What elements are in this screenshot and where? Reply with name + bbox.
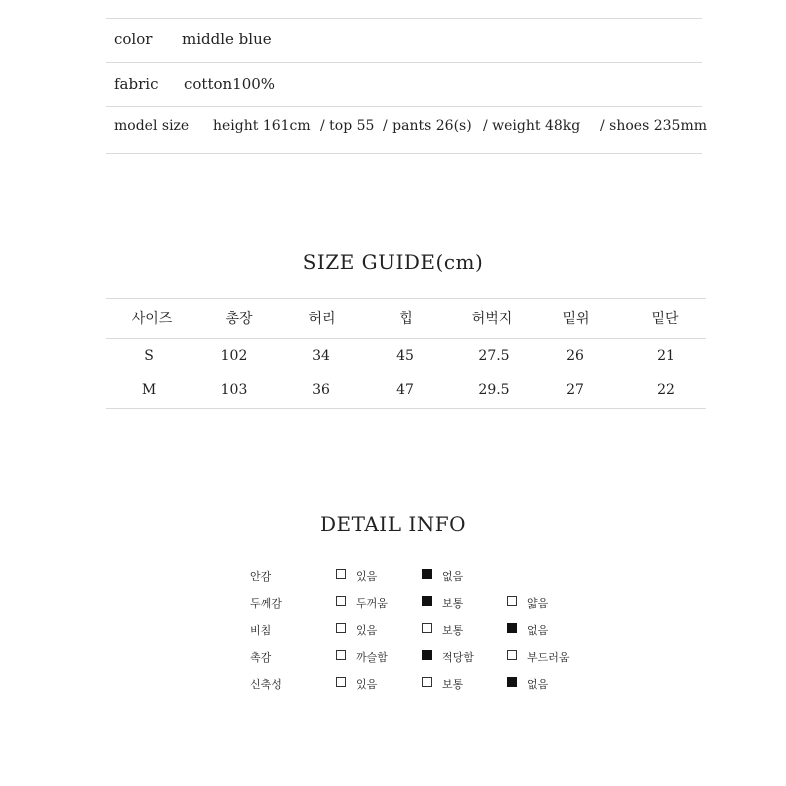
row-m-hem: 22 bbox=[657, 382, 675, 398]
checkbox-icon bbox=[507, 623, 517, 633]
option-label: 있음 bbox=[356, 570, 378, 583]
option-label: 적당함 bbox=[442, 651, 474, 664]
checkbox-icon bbox=[507, 677, 517, 687]
checkbox-icon bbox=[336, 677, 346, 687]
checkbox-icon bbox=[422, 677, 432, 687]
detail-label: 안감 bbox=[250, 570, 272, 583]
table-header-line bbox=[106, 338, 706, 339]
header-length: 총장 bbox=[225, 311, 253, 327]
header-waist: 허리 bbox=[308, 311, 336, 327]
size-guide-title: SIZE GUIDE(cm) bbox=[302, 250, 484, 274]
row-m-thigh: 29.5 bbox=[478, 382, 510, 398]
row-s-rise: 26 bbox=[566, 348, 584, 364]
divider-fabric bbox=[106, 106, 702, 107]
table-top-line bbox=[106, 298, 706, 299]
fabric-label: fabric bbox=[114, 75, 159, 93]
option-label: 보통 bbox=[442, 597, 464, 610]
detail-label: 촉감 bbox=[250, 651, 272, 664]
detail-label: 신축성 bbox=[250, 678, 282, 691]
detail-label: 두께감 bbox=[250, 597, 282, 610]
row-s-size: S bbox=[144, 348, 154, 364]
divider-color bbox=[106, 62, 702, 63]
row-m-hip: 47 bbox=[396, 382, 414, 398]
detail-info-title: DETAIL INFO bbox=[319, 512, 467, 536]
checkbox-icon bbox=[422, 623, 432, 633]
row-s-hem: 21 bbox=[657, 348, 675, 364]
model-pants: / pants 26(s) bbox=[383, 118, 472, 134]
checkbox-icon bbox=[336, 596, 346, 606]
row-m-size: M bbox=[141, 382, 157, 398]
header-size: 사이즈 bbox=[131, 311, 173, 327]
fabric-value: cotton100% bbox=[184, 75, 276, 93]
option-label: 까슬함 bbox=[356, 651, 388, 664]
checkbox-icon bbox=[422, 569, 432, 579]
model-shoes: / shoes 235mm bbox=[600, 118, 707, 134]
divider-model bbox=[106, 153, 702, 154]
checkbox-icon bbox=[336, 650, 346, 660]
table-bottom-line bbox=[106, 408, 706, 409]
option-label: 없음 bbox=[442, 570, 464, 583]
option-label: 있음 bbox=[356, 624, 378, 637]
divider-top bbox=[106, 18, 702, 19]
model-top: / top 55 bbox=[320, 118, 375, 134]
model-weight: / weight 48kg bbox=[483, 118, 581, 134]
row-s-hip: 45 bbox=[396, 348, 414, 364]
checkbox-icon bbox=[336, 569, 346, 579]
checkbox-icon bbox=[507, 650, 517, 660]
checkbox-icon bbox=[507, 596, 517, 606]
option-label: 보통 bbox=[442, 624, 464, 637]
row-s-length: 102 bbox=[220, 348, 248, 364]
row-m-waist: 36 bbox=[312, 382, 330, 398]
detail-label: 비침 bbox=[250, 624, 272, 637]
checkbox-icon bbox=[422, 596, 432, 606]
header-rise: 밑위 bbox=[562, 311, 590, 327]
row-s-waist: 34 bbox=[312, 348, 330, 364]
option-label: 있음 bbox=[356, 678, 378, 691]
header-hip: 힙 bbox=[399, 311, 413, 327]
color-value: middle blue bbox=[182, 30, 272, 48]
option-label: 없음 bbox=[527, 678, 549, 691]
row-m-rise: 27 bbox=[566, 382, 584, 398]
option-label: 두꺼움 bbox=[356, 597, 388, 610]
header-hem: 밑단 bbox=[651, 311, 679, 327]
option-label: 부드러움 bbox=[527, 651, 570, 664]
option-label: 얇음 bbox=[527, 597, 549, 610]
checkbox-icon bbox=[336, 623, 346, 633]
option-label: 보통 bbox=[442, 678, 464, 691]
row-s-thigh: 27.5 bbox=[478, 348, 510, 364]
header-thigh: 허벅지 bbox=[471, 311, 513, 327]
option-label: 없음 bbox=[527, 624, 549, 637]
row-m-length: 103 bbox=[220, 382, 248, 398]
color-label: color bbox=[114, 30, 153, 48]
checkbox-icon bbox=[422, 650, 432, 660]
model-height: height 161cm bbox=[213, 118, 311, 134]
model-size-label: model size bbox=[114, 118, 190, 134]
